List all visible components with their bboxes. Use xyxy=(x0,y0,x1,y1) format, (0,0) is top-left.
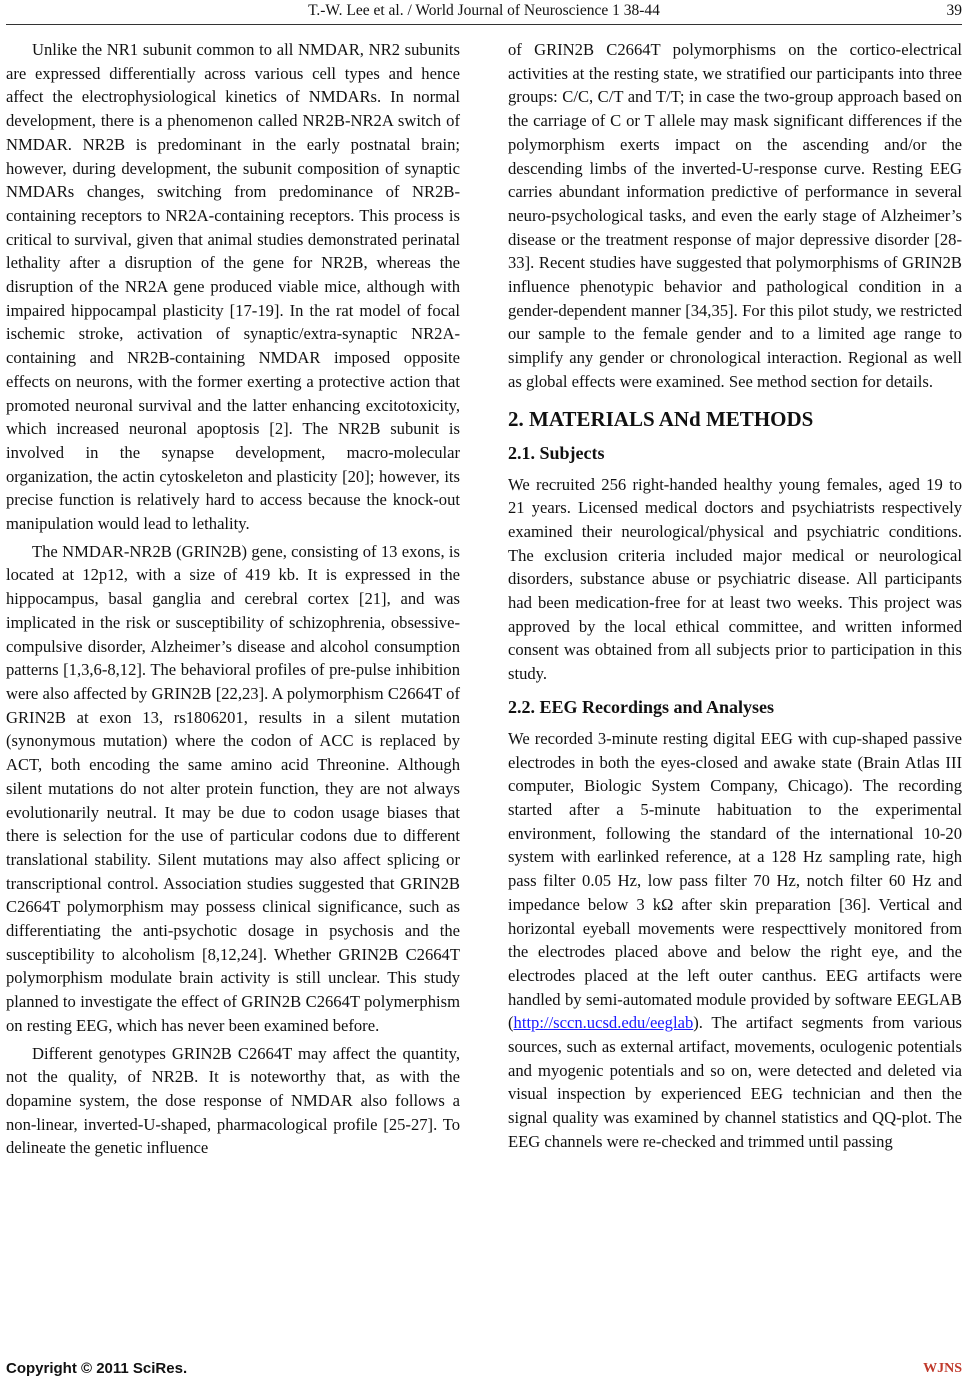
running-head: T.-W. Lee et al. / World Journal of Neuroscience 1 38-44 xyxy=(308,2,660,19)
page-footer xyxy=(0,1360,968,1382)
eeg-text-start: We recorded 3-minute resting digital EEG with cup-shaped passive electrodes in both the eyes-closed and awake state (Brain Atlas III computer, Biologic System Company, Chicago). The recording started after a 5-minute habituation to the experimental environment, following the standard of the international 10-20 system with earlinked reference, at a 128 Hz sampling rate, high pass filter 0.05 Hz, low pass filter 70 Hz, notch filter 60 Hz and impedance below 3 kΩ after skin preparation [36]. Vertical and horizontal eyeball movements were respecttively monitored from the electrodes placed above and below the right eye, and the electrodes placed at the left outer canthus. EEG artifacts were handled by semi-automated module provided by software EEGLAB ( xyxy=(508,728,962,1033)
eeg-text-end: ). The artifact segments from various sources, such as external artifact, movements, oculogenic potentials and myogenic potentials and so on, were detected and deleted via visual inspection by experienced EEG technician and then the signal quality was examined by channel statistics and QQ-plot. The EEG channels were re-checked and trimmed until passing xyxy=(508,1013,962,1151)
subsection-heading-subjects: 2.1. Subjects xyxy=(508,442,605,463)
section-heading-methods: 2. MATERIALS ANd METHODS xyxy=(508,406,814,431)
paragraph-intro-continued: of GRIN2B C2664T polymorphisms on the cortico-electrical activities at the resting state, we stratified our participants into three groups: C/C, C/T and T/T; in case the two-group approach based on the carriage of C or T allele may mask significant differences if the polymorphism exerts impact on the ascending and/or the descending limbs of the inverted-U-response curve. Resting EEG carries abundant information predictive of performance in several neuro-psychological tasks, and even the early stage of Alzheimer’s disease or the treatment response of major depressive disorder [28-33]. Recent studies have suggested that polymorphisms of GRIN2B influence phenotypic behavior and pathological condition in a gender-dependent manner [34,35]. For this pilot study, we restricted our sample to the female gender and to a limited age range to simplify any gender or chronological interaction. Regional as well as global effects were examined. See method section for details. xyxy=(508,40,962,391)
right-column xyxy=(508,38,962,1158)
page-header xyxy=(0,2,968,24)
paragraph-grin2b-gene: The NMDAR-NR2B (GRIN2B) gene, consisting of 13 exons, is located at 12p12, with a size of 419 kb. It is expressed in the hippocampus, basal ganglia and cerebral cortex [21], and was implicated in the risk or susceptibility of schizophrenia, obsessive-compulsive disorder, Alzheimer’s disease and alcohol consumption patterns [1,3,6-8,12]. The behavioral profiles of pre-pulse inhibition were also affected by GRIN2B [22,23]. A polymorphism C2664T of GRIN2B at exon 13, rs1806201, results in a silent mutation (synonymous mutation) where the codon of ACC is replaced by ACT, both encoding the same amino acid Threonine. Although silent mutations do not alter protein function, they are not always evolutionarily neutral. It may be due to codon usage biases that there is selection for the use of particular codons due to different translational stability. Silent mutations may also affect splicing or transcriptional control. Association studies suggested that GRIN2B C2664T polymorphism may possess clinical significance, such as differentiating the anti-psychotic dosage in psychosis and the susceptibility to alcoholism [8,12,24]. Whether GRIN2B C2664T polymorphism modulate brain activity is still unclear. This study planned to investigate the effect of GRIN2B C2664T polymerphism on resting EEG, which has never been examined before. xyxy=(6,541,460,1035)
eeglab-link[interactable]: http://sccn.ucsd.edu/eeglab xyxy=(513,1013,694,1033)
subsection-heading-eeg: 2.2. EEG Recordings and Analyses xyxy=(508,696,775,717)
journal-abbreviation: WJNS xyxy=(923,1361,962,1376)
copyright-notice: Copyright © 2011 SciRes. xyxy=(6,1360,188,1377)
left-column xyxy=(6,38,460,1164)
paragraph-nr2-subunits: Unlike the NR1 subunit common to all NMDAR, NR2 subunits are expressed differentially across various cell types and hence affect the electrophysiological kinetics of NMDARs. In normal development, there is a phenomenon called NR2B-NR2A switch of NMDAR. NR2B is predominant in the early postnatal brain; however, during development, the subunit composition of synaptic NMDARs changes, switching from predominance of NR2B-containing receptors to NR2A-containing receptors. This process is critical to survival, given that animal studies demonstrated perinatal lethality after a disruption of the gene for NR2B, whereas the disruption of the NR2A gene produced viable mice, although with impaired hippocampal plasticity [17-19]. In the rat model of focal ischemic stroke, activation of synaptic/extra-synaptic NR2A-containing and NR2B-containing NMDAR imposed opposite effects on neurons, with the former exerting a protective action that promoted neuronal survival and the latter enhancing excitotoxicity, which increased neuronal apoptosis [2]. The NR2B subunit is involved in the synapse development, macro-molecular organization, the actin cytoskeleton and plasticity [20]; however, its precise function is relatively hard to access because the knock-out manipulation would lead to lethality. xyxy=(6,40,460,534)
paragraph-genotypes: Different genotypes GRIN2B C2664T may affect the quantity, not the quality, of NR2B. It is noteworthy that, as with the dopamine system, the dose response of NMDAR also follows a non-linear, inverted-U-shaped, pharmacological profile [25-27]. To delineate the genetic influence xyxy=(6,1043,460,1158)
header-rule xyxy=(6,24,962,25)
page-number: 39 xyxy=(946,2,962,19)
paragraph-eeg xyxy=(508,727,962,1154)
paragraph-subjects: We recruited 256 right-handed healthy young females, aged 19 to 21 years. Licensed medical doctors and psychiatrists respectively examined their neurological/physical and psychiatric conditions. The exclusion criteria included major medical or neurological disorders, substance abuse or psychiatric disease. All participants had been medication-free for at least two weeks. This project was approved by the local ethical committee, and written informed consent was obtained from all subjects prior to participation in this study. xyxy=(508,474,962,684)
